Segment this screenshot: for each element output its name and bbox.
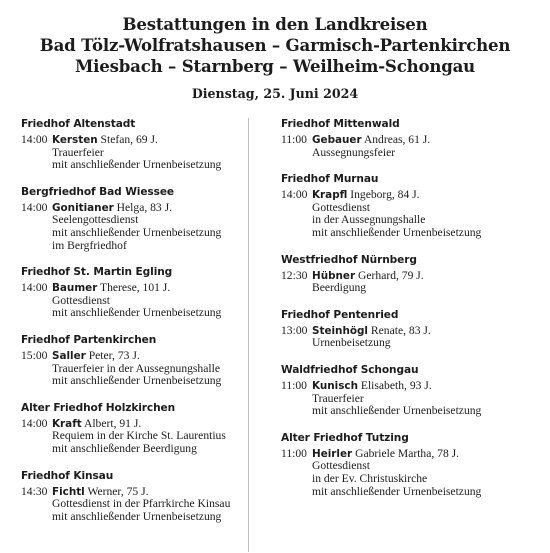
burial-time: 14:00 <box>21 281 48 295</box>
service-detail: Trauerfeier <box>52 145 104 159</box>
cemetery-section <box>281 172 550 239</box>
cemetery-name: Friedhof St. Martin Egling <box>21 266 173 279</box>
service-detail: mit anschließender Urnenbeisetzung <box>52 374 222 388</box>
deceased-name <box>312 189 420 202</box>
burial-entry-row <box>281 380 550 393</box>
service-detail: Trauerfeier <box>312 391 364 405</box>
service-detail: Gottesdienst <box>52 293 110 307</box>
service-detail: Gottesdienst in der Pfarrkirche Kinsau <box>52 497 231 511</box>
cemetery-name: Bergfriedhof Bad Wiessee <box>21 185 174 198</box>
deceased-surname: Gonitianer <box>52 201 114 214</box>
service-detail: mit anschließender Urnenbeisetzung <box>312 484 482 498</box>
burial-entry <box>281 380 550 418</box>
burial-time: 11:00 <box>281 133 307 146</box>
burial-entry <box>281 325 550 350</box>
deceased-firstname-age: Andreas, 61 J. <box>363 133 431 146</box>
cemetery-name: Alter Friedhof Tutzing <box>281 431 409 444</box>
deceased-firstname-age: Werner, 75 J. <box>87 484 149 498</box>
cemetery-section <box>281 253 550 295</box>
cemetery-name: Friedhof Kinsau <box>21 469 114 482</box>
cemetery-section <box>281 363 550 418</box>
cemetery-name: Friedhof Mittenwald <box>281 118 400 130</box>
burial-time: 14:00 <box>21 133 48 146</box>
deceased-name <box>312 134 430 147</box>
burial-time: 11:00 <box>281 378 307 392</box>
burial-entry-row <box>281 134 550 147</box>
cemetery-section <box>21 401 271 456</box>
burial-time: 14:30 <box>21 484 48 498</box>
service-detail: mit anschließender Urnenbeisetzung <box>52 225 222 239</box>
left-column <box>21 117 271 536</box>
service-detail: Requiem in der Kirche St. Laurentius <box>52 429 226 443</box>
deceased-surname: Krapfl <box>312 189 348 202</box>
cemetery-name: Alter Friedhof Holzkirchen <box>21 401 176 414</box>
deceased-surname: Heirler <box>312 447 353 460</box>
deceased-surname: Fichtl <box>52 485 85 498</box>
burial-entry <box>281 189 550 239</box>
burial-entry <box>21 134 271 172</box>
burial-entry <box>21 350 271 388</box>
deceased-surname: Gebauer <box>312 134 362 146</box>
service-detail: Trauerfeier in der Aussegnungshalle <box>52 361 220 375</box>
deceased-firstname-age: Ingeborg, 84 J. <box>350 188 420 202</box>
cemetery-section <box>21 469 271 524</box>
cemetery-section <box>21 117 271 172</box>
service-detail: Beerdigung <box>312 281 367 295</box>
cemetery-section <box>281 431 550 498</box>
cemetery-section <box>21 185 271 252</box>
service-detail: im Bergfriedhof <box>52 238 127 252</box>
deceased-name <box>312 380 432 393</box>
deceased-firstname-age: Helga, 83 J. <box>116 200 173 214</box>
deceased-surname: Kraft <box>52 417 82 430</box>
burial-entry <box>281 134 550 159</box>
deceased-firstname-age: Albert, 91 J. <box>83 416 142 430</box>
burial-entry <box>21 282 271 320</box>
cemetery-section <box>21 333 271 388</box>
deceased-firstname-age: Elisabeth, 93 J. <box>360 378 432 392</box>
service-detail: mit anschließender Urnenbeisetzung <box>52 306 222 320</box>
page-title-line-1: Bestattungen in den Landkreisen <box>122 14 428 34</box>
deceased-name <box>52 134 158 147</box>
page-title-line-3: Miesbach – Starnberg – Weilheim-Schongau <box>74 56 476 76</box>
burial-time: 12:30 <box>281 268 308 282</box>
deceased-surname: Baumer <box>52 282 98 295</box>
burial-entry <box>281 270 550 295</box>
cemetery-section <box>21 265 271 320</box>
service-detail: Aussegnungsfeier <box>312 145 396 159</box>
burial-entry-row <box>21 134 271 147</box>
burial-entry <box>21 418 271 456</box>
cemetery-name: Waldfriedhof Schongau <box>281 363 419 376</box>
deceased-name <box>52 282 170 295</box>
burial-entry-row <box>281 189 550 202</box>
burial-entry <box>21 486 271 524</box>
service-detail: in der Ev. Christuskirche <box>312 471 428 485</box>
deceased-firstname-age: Gabriele Martha, 78 J. <box>355 446 460 460</box>
burial-time: 14:00 <box>21 200 48 214</box>
burial-time: 14:00 <box>281 188 308 202</box>
service-detail: mit anschließender Urnenbeisetzung <box>312 225 482 239</box>
right-column <box>281 117 550 511</box>
page-header <box>0 0 550 101</box>
deceased-firstname-age: Gerhard, 79 J. <box>358 268 424 282</box>
deceased-surname: Kunisch <box>312 379 358 392</box>
page-date: Dienstag, 25. Juni 2024 <box>191 86 359 101</box>
deceased-surname: Steinhögl <box>312 324 368 337</box>
burial-entry <box>281 448 550 498</box>
deceased-firstname-age: Stefan, 69 J. <box>100 133 158 146</box>
deceased-firstname-age: Renate, 83 J. <box>370 323 431 337</box>
cemetery-name: Friedhof Altenstadt <box>21 118 136 130</box>
service-detail: mit anschließender Urnenbeisetzung <box>52 158 222 172</box>
deceased-name <box>52 350 140 363</box>
cemetery-section <box>281 117 550 159</box>
deceased-firstname-age: Peter, 73 J. <box>88 348 140 362</box>
service-detail: Seelengottesdienst <box>52 213 139 227</box>
service-detail: Gottesdienst <box>312 459 370 473</box>
deceased-surname: Saller <box>52 349 86 362</box>
burial-entry <box>21 202 271 252</box>
burial-entry-row <box>21 350 271 363</box>
cemetery-name: Friedhof Murnau <box>281 173 379 186</box>
service-detail: in der Aussegnungshalle <box>312 213 426 227</box>
service-detail: mit anschließender Urnenbeisetzung <box>312 404 482 418</box>
cemetery-name: Westfriedhof Nürnberg <box>281 253 417 266</box>
service-detail: Urnenbeisetzung <box>312 336 391 350</box>
service-detail: Gottesdienst <box>312 200 370 214</box>
service-detail: mit anschließender Beerdigung <box>52 441 197 455</box>
burial-entry-row <box>21 282 271 295</box>
burial-time: 14:00 <box>21 416 48 430</box>
burial-time: 13:00 <box>281 323 308 337</box>
cemetery-name: Friedhof Partenkirchen <box>21 333 157 346</box>
burial-time: 15:00 <box>21 348 48 362</box>
burial-time: 11:00 <box>281 446 307 460</box>
cemetery-section <box>281 308 550 350</box>
deceased-firstname-age: Therese, 101 J. <box>100 281 171 295</box>
deceased-surname: Kersten <box>52 134 98 146</box>
page-title-line-2: Bad Tölz-Wolfratshausen – Garmisch-Partenkirchen <box>39 35 511 55</box>
cemetery-name: Friedhof Pentenried <box>281 308 399 321</box>
deceased-surname: Hübner <box>312 269 356 282</box>
service-detail: mit anschließender Urnenbeisetzung <box>52 509 222 523</box>
